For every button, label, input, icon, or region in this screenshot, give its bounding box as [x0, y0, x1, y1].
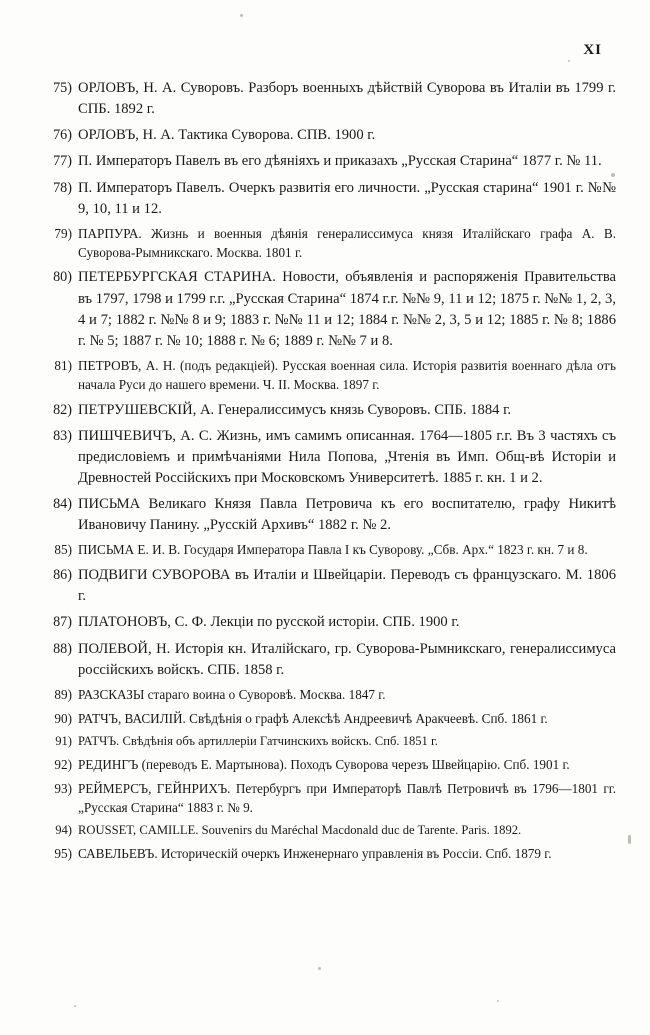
- entry-text: ПОЛЕВОЙ, Н. Исторія кн. Италійскаго, гр. Суворова-Рымникскаго, генералиссимуса россійскихъ войскъ. СПБ. 1858 г.: [78, 640, 616, 678]
- entry-number: 88): [53, 640, 72, 657]
- entry-number: 83): [53, 427, 72, 444]
- bibliography-entry: [46, 612, 616, 633]
- entry-text: ПИСЬМА Великаго Князя Павла Петровича къ его воспитателю, графу Никитѣ Ивановичу Панину. „Русскій Архивъ“ 1882 г. № 2.: [78, 496, 616, 534]
- entry-number: 86): [53, 567, 72, 584]
- entry-text: РАТЧЪ, ВАСИЛІЙ. Свѣдѣнія о графѣ Алексѣѣ Андреевичѣ Аракчеевѣ. Спб. 1861 г.: [78, 710, 548, 726]
- entry-number: 81): [54, 358, 72, 374]
- entry-text: РЕДИНГЪ (переводъ Е. Мартынова). Походъ Суворова черезъ Швейцарію. Спб. 1901 г.: [78, 757, 570, 773]
- entry-number: 91): [55, 734, 72, 749]
- entry-number: 93): [54, 780, 72, 796]
- entry-number: 89): [54, 686, 72, 702]
- scan-speck: [497, 1000, 499, 1002]
- bibliography-entry: [46, 494, 616, 536]
- entry-number: 92): [54, 757, 72, 773]
- entry-number: 90): [54, 710, 72, 726]
- entry-text: САВЕЛЬЕВЪ. Историческій очеркъ Инженернаго управленія въ Россіи. Спб. 1879 г.: [78, 845, 552, 861]
- bibliography-entry: [46, 822, 616, 840]
- bibliography-entry: [46, 400, 616, 421]
- entry-text: ОРЛОВЪ, Н. А. Суворовъ. Разборъ военныхъ дѣйствій Суворова въ Италіи въ 1799 г. СПБ. 1892 г.: [78, 80, 616, 118]
- entry-text: П. Императоръ Павелъ. Очеркъ развитія его личности. „Русская старина“ 1901 г. №№ 9, 10, 11 и 12.: [78, 179, 616, 217]
- bibliography-entry: [46, 710, 616, 729]
- entry-number: 87): [53, 614, 72, 631]
- entry-number: 95): [54, 845, 72, 861]
- bibliography-entry: [46, 541, 616, 560]
- entry-number: 84): [53, 496, 72, 513]
- bibliography-entry: [46, 639, 616, 681]
- entry-text: ОРЛОВЪ, Н. А. Тактика Суворова. СПВ. 1900 г.: [78, 127, 376, 144]
- scan-speck: [318, 967, 321, 970]
- scan-speck: [568, 60, 570, 62]
- scan-speck: [611, 173, 615, 177]
- bibliography-entry: [46, 267, 616, 352]
- entry-text: ПАРПУРА. Жизнь и военныя дѣянія генералиссимуса князя Италійскаго графа А. В. Суворова-Рымникскаго. Москва. 1801 г.: [78, 225, 616, 260]
- entry-number: 79): [54, 225, 72, 241]
- bibliography-entry: [46, 686, 616, 705]
- bibliography-entry: [46, 78, 616, 120]
- bibliography-list: [46, 78, 616, 869]
- entry-text: ПИСЬМА Е. И. В. Государя Императора Павла I къ Суворову. „Сбв. Арх.“ 1823 г. кн. 7 и 8.: [78, 542, 588, 558]
- entry-text: ПОДВИГИ СУВОРОВА въ Италіи и Швейцаріи. Переводъ съ французскаго. М. 1806 г.: [78, 567, 616, 605]
- scan-speck: [74, 1005, 76, 1007]
- bibliography-entry: [46, 178, 616, 220]
- entry-number: 94): [55, 823, 72, 838]
- bibliography-entry: [46, 756, 616, 775]
- entry-number: 85): [54, 542, 72, 558]
- entry-number: 75): [53, 80, 72, 96]
- bibliography-entry: [46, 225, 616, 262]
- entry-text: ПЛАТОНОВЪ, С. Ф. Лекціи по русской исторіи. СПБ. 1900 г.: [78, 614, 460, 631]
- bibliography-entry: [46, 357, 616, 394]
- entry-text: РАЗСКАЗЫ стараго воина о Суворовѣ. Москва. 1847 г.: [78, 686, 386, 702]
- entry-text: ROUSSET, CAMILLE. Souvenirs du Maréchal Macdonald duc de Tarente. Paris. 1892.: [78, 823, 522, 838]
- entry-text: ПЕТРУШЕВСКІЙ, А. Генералиссимусъ князь Суворовъ. СПБ. 1884 г.: [78, 401, 512, 418]
- entry-text: ПЕТЕРБУРГСКАЯ СТАРИНА. Новости, объявленія и распоряженія Правительства въ 1797, 1798 и 1799 г.г. „Русская Старина“ 1874 г.г. №№ 9, 11 и 12; 1875 г. №№ 1, 2, 3, 4 и 7; 1882 г. №№ 8 и 9; 1883 г. №№ 11 и 12; 1884 г. №№ 2, 3, 5 и 12; 1885 г. № 8; 1886 г. № 5; 1887 г. № 10; 1888 г. № 6; 1889 г. №№ 7 и 8.: [78, 269, 616, 349]
- bibliography-entry: [46, 426, 616, 489]
- entry-number: 76): [53, 127, 72, 144]
- entry-number: 80): [53, 269, 72, 286]
- entry-text: РАТЧЪ. Свѣдѣнія объ артиллеріи Гатчинскихъ войскъ. Спб. 1851 г.: [78, 734, 438, 749]
- bibliography-entry: [46, 565, 616, 607]
- entry-number: 77): [53, 153, 72, 170]
- entry-text: РЕЙМЕРСЪ, ГЕЙНРИХЪ. Петербургъ при Императорѣ Павлѣ Петровичѣ въ 1796—1801 гг. „Русская Старина“ 1883 г. № 9.: [78, 780, 616, 815]
- bibliography-entry: [46, 125, 616, 146]
- entry-text: П. Императоръ Павелъ въ его дѣяніяхъ и приказахъ „Русская Старина“ 1877 г. № 11.: [78, 153, 602, 170]
- scan-speck: [240, 14, 243, 17]
- entry-text: ПЕТРОВЪ, А. Н. (подъ редакціей). Русская военная сила. Исторія развитія военнаго дѣла отъ начала Руси до нашего времени. Ч. II. Москва. 1897 г.: [78, 358, 616, 392]
- entry-number: 78): [53, 179, 72, 196]
- bibliography-entry: [46, 845, 616, 864]
- scan-speck: [628, 835, 631, 844]
- entry-number: 82): [53, 401, 72, 418]
- page-number: XI: [583, 42, 602, 58]
- bibliography-entry: [46, 151, 616, 172]
- entry-text: ПИШЧЕВИЧЪ, А. С. Жизнь, имъ самимъ описанная. 1764—1805 г.г. Въ 3 частяхъ съ предисловіемъ и примѣчаніями Нила Попова, „Чтенія въ Имп. Общ-вѣ Исторіи и Древностей Россійскихъ при Московскомъ Университетѣ. 1885 г. кн. 1 и 2.: [78, 427, 616, 486]
- bibliography-entry: [46, 733, 616, 751]
- bibliography-entry: [46, 780, 616, 817]
